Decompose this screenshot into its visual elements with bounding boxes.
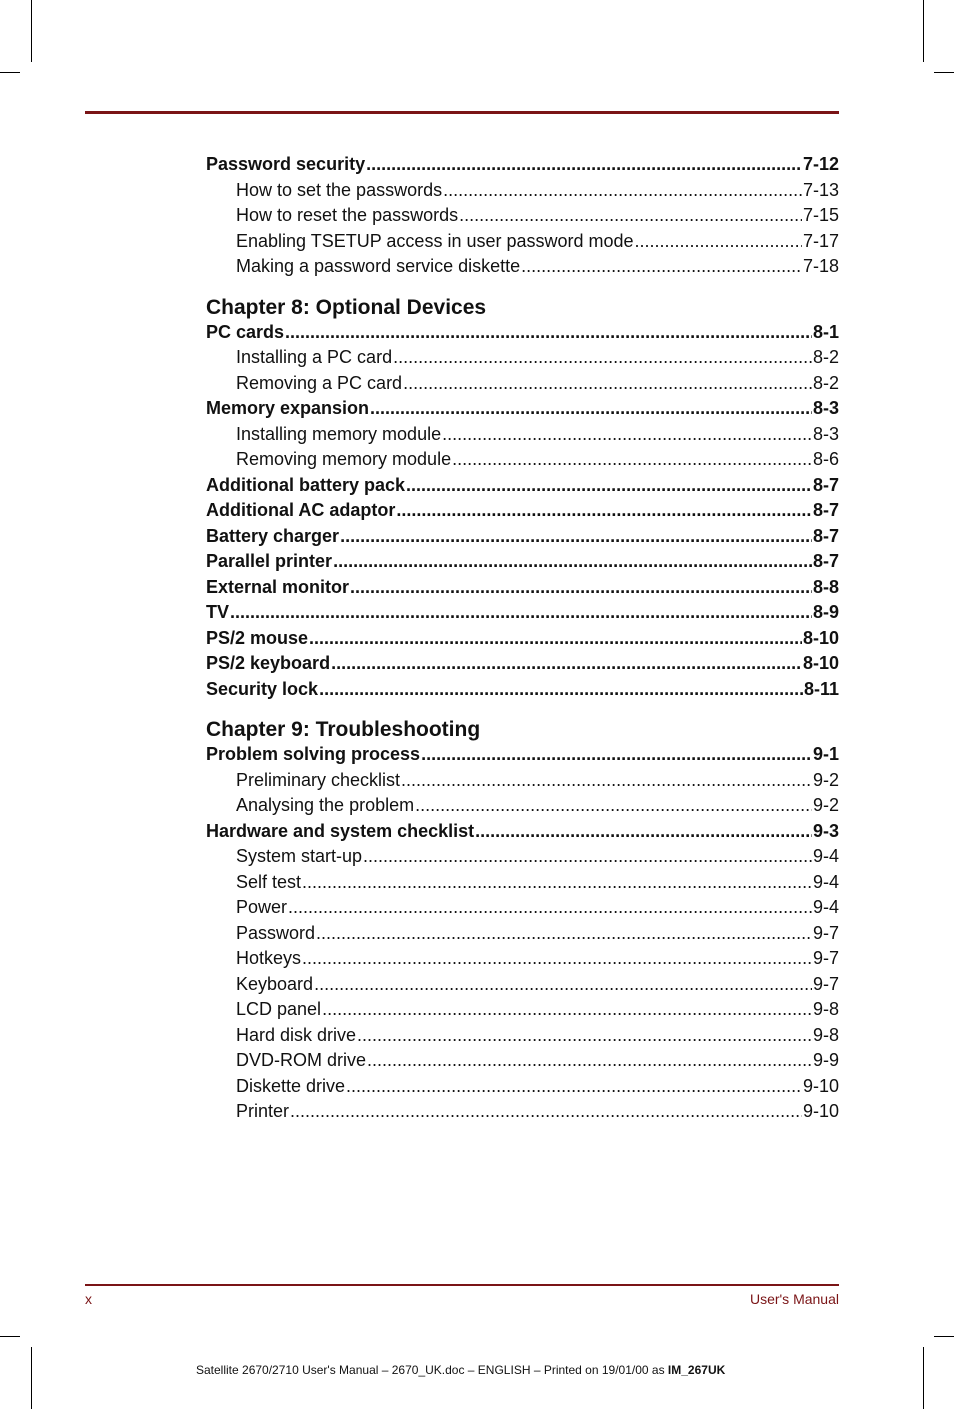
chapter-heading: Chapter 8: Optional Devices	[206, 295, 487, 319]
toc-entry-title: LCD panel	[236, 999, 322, 1019]
crop-mark	[0, 72, 20, 73]
toc-entry-page: 7-13	[802, 179, 839, 200]
toc-entry-page: 9-8	[812, 1024, 839, 1045]
toc-entry-page: 9-2	[812, 795, 839, 815]
dot-leader	[415, 793, 812, 819]
toc-entry-title: Keyboard	[236, 973, 314, 994]
toc-entry[interactable]	[206, 422, 839, 448]
dot-leader	[363, 844, 812, 870]
dot-leader	[316, 921, 812, 947]
toc-entry-title: Printer	[236, 1101, 290, 1121]
toc-entry-page: 8-3	[812, 398, 839, 418]
print-info-text: Satellite 2670/2710 User's Manual – 2670_UK.doc – ENGLISH – Printed on 19/01/00 as	[196, 1363, 668, 1377]
toc-entry[interactable]	[206, 203, 839, 229]
toc-entry-page: 8-6	[812, 449, 839, 469]
toc-entry-title: Battery charger	[206, 525, 340, 546]
toc-entry-title: Installing memory module	[236, 423, 442, 444]
toc-entry[interactable]	[206, 972, 839, 998]
toc-entry-page: 9-3	[812, 820, 839, 841]
crop-mark	[923, 1347, 924, 1409]
toc-entry-title: Security lock	[206, 678, 319, 699]
toc-entry-title: Diskette drive	[236, 1075, 346, 1096]
toc-entry[interactable]	[206, 819, 839, 845]
toc-entry-title: External monitor	[206, 576, 350, 597]
toc-entry[interactable]	[206, 447, 839, 473]
toc-entry-title: Power	[236, 897, 288, 917]
toc-entry[interactable]	[206, 1099, 839, 1125]
toc-entry-page: 8-3	[812, 423, 839, 444]
toc-entry-title: PS/2 keyboard	[206, 653, 331, 673]
toc-entry[interactable]	[206, 997, 839, 1023]
footer-manual-name: User's Manual	[749, 1291, 839, 1307]
dot-leader	[521, 254, 802, 280]
toc-entry-page: 9-4	[812, 846, 839, 866]
dot-leader	[331, 651, 802, 677]
toc-entry[interactable]	[206, 345, 839, 371]
dot-leader	[403, 371, 812, 397]
dot-leader	[366, 152, 802, 178]
toc-entry[interactable]	[206, 921, 839, 947]
chapter-heading: Chapter 9: Troubleshooting	[206, 718, 481, 741]
toc-entry-page: 9-4	[812, 897, 839, 917]
dot-leader	[290, 1099, 802, 1125]
toc-entry[interactable]	[206, 946, 839, 972]
toc-entry[interactable]	[206, 793, 839, 819]
crop-mark	[934, 1336, 954, 1337]
toc-entry-page: 8-9	[812, 602, 839, 622]
toc-entry-title: TV	[206, 602, 230, 622]
toc-entry-page: 8-7	[812, 551, 839, 571]
crop-mark	[31, 0, 32, 62]
crop-mark	[934, 72, 954, 73]
dot-leader	[288, 895, 812, 921]
dot-leader	[322, 997, 812, 1023]
crop-mark	[923, 0, 924, 62]
toc-entry[interactable]	[206, 844, 839, 870]
toc-entry-page: 9-10	[802, 1075, 839, 1096]
toc-entry-title: Making a password service diskette	[236, 256, 521, 276]
toc-entry-title: Analysing the problem	[236, 795, 415, 815]
dot-leader	[406, 473, 812, 499]
toc-entry[interactable]	[206, 320, 839, 346]
toc-entry-title: PS/2 mouse	[206, 627, 309, 648]
toc-entry[interactable]	[206, 152, 839, 178]
toc-entry-page: 7-15	[802, 205, 839, 225]
crop-mark	[31, 1347, 32, 1409]
dot-leader	[302, 946, 812, 972]
toc-entry[interactable]	[206, 473, 839, 499]
dot-leader	[475, 819, 812, 845]
toc-entry[interactable]	[206, 1023, 839, 1049]
toc-entry-title: Preliminary checklist	[236, 769, 401, 790]
toc-entry[interactable]	[206, 768, 839, 794]
toc-entry[interactable]	[206, 600, 839, 626]
dot-leader	[285, 320, 812, 346]
dot-leader	[314, 972, 812, 998]
toc-entry[interactable]	[206, 396, 839, 422]
toc-entry-page: 8-11	[803, 678, 839, 699]
toc-entry-page: 9-10	[802, 1101, 839, 1121]
toc-entry-page: 8-10	[802, 627, 839, 648]
toc-entry-page: 8-7	[812, 474, 839, 495]
dot-leader	[443, 178, 802, 204]
toc-entry-page: 9-9	[812, 1050, 839, 1070]
toc-entry-title: Additional battery pack	[206, 474, 406, 495]
toc-entry[interactable]	[206, 895, 839, 921]
toc-entry-page: 8-2	[812, 372, 839, 393]
footer-rule	[85, 1284, 839, 1286]
toc-entry[interactable]	[206, 524, 839, 550]
dot-leader	[340, 524, 812, 550]
toc-entry-page: 7-17	[802, 230, 839, 251]
toc-entry[interactable]	[206, 870, 839, 896]
header-rule	[85, 111, 839, 114]
toc-entry-page: 8-7	[812, 500, 839, 520]
toc-entry[interactable]	[206, 1048, 839, 1074]
toc-entry[interactable]	[206, 1074, 839, 1100]
toc-entry[interactable]	[206, 178, 839, 204]
toc-entry-page: 7-12	[802, 154, 839, 174]
print-info-code: IM_267UK	[667, 1363, 726, 1377]
toc-entry[interactable]	[206, 498, 839, 524]
toc-entry[interactable]	[206, 677, 839, 703]
toc-entry-title: Installing a PC card	[236, 347, 393, 367]
dot-leader	[393, 345, 812, 371]
crop-mark	[0, 1336, 20, 1337]
footer-page-number: x	[85, 1291, 92, 1307]
dot-leader	[370, 396, 812, 422]
toc-entry-title: How to reset the passwords	[236, 205, 459, 225]
toc-entry-page: 9-2	[812, 769, 839, 790]
toc-entry-title: How to set the passwords	[236, 179, 443, 200]
toc-entry-title: Parallel printer	[206, 551, 333, 571]
toc-entry-title: Hard disk drive	[236, 1024, 357, 1045]
toc-entry-title: Enabling TSETUP access in user password mode	[236, 230, 634, 251]
toc-entry-title: Password security	[206, 154, 366, 174]
dot-leader	[230, 600, 812, 626]
toc-entry-title: Additional AC adaptor	[206, 500, 396, 520]
dot-leader	[401, 768, 812, 794]
toc-entry-page: 7-18	[802, 256, 839, 276]
dot-leader	[442, 422, 812, 448]
toc-entry-title: Password	[236, 922, 316, 943]
dot-leader	[333, 549, 812, 575]
toc-entry-title: Hardware and system checklist	[206, 820, 475, 841]
toc-entry[interactable]	[206, 549, 839, 575]
dot-leader	[302, 870, 812, 896]
dot-leader	[357, 1023, 812, 1049]
toc-entry-title: System start-up	[236, 846, 363, 866]
toc-entry-title: Removing a PC card	[236, 372, 403, 393]
toc-entry-title: PC cards	[206, 321, 285, 342]
toc-entry[interactable]	[206, 371, 839, 397]
dot-leader	[367, 1048, 812, 1074]
dot-leader	[350, 575, 812, 601]
toc-entry-title: Removing memory module	[236, 449, 452, 469]
toc-entry-title: Hotkeys	[236, 948, 302, 968]
dot-leader	[319, 677, 803, 703]
toc-entry[interactable]	[206, 651, 839, 677]
toc-entry-page: 9-7	[812, 948, 839, 968]
dot-leader	[421, 742, 812, 768]
toc-entry-page: 8-10	[802, 653, 839, 673]
toc-entry-page: 8-7	[812, 525, 839, 546]
toc-entry[interactable]	[206, 742, 839, 768]
toc-entry[interactable]	[206, 626, 839, 652]
dot-leader	[396, 498, 812, 524]
toc-entry-page: 8-8	[812, 576, 839, 597]
table-of-contents	[206, 152, 839, 1125]
dot-leader	[309, 626, 802, 652]
dot-leader	[459, 203, 802, 229]
toc-entry-title: Self test	[236, 871, 302, 892]
toc-entry[interactable]	[206, 229, 839, 255]
dot-leader	[452, 447, 812, 473]
toc-entry[interactable]	[206, 575, 839, 601]
toc-entry-title: Memory expansion	[206, 398, 370, 418]
toc-entry[interactable]	[206, 254, 839, 280]
toc-entry-page: 9-8	[812, 999, 839, 1019]
toc-entry-page: 9-4	[812, 871, 839, 892]
toc-entry-page: 9-1	[812, 744, 839, 764]
toc-entry-page: 8-2	[812, 347, 839, 367]
toc-entry-title: DVD-ROM drive	[236, 1050, 367, 1070]
toc-entry-title: Problem solving process	[206, 744, 421, 764]
print-info-line	[196, 1363, 725, 1377]
toc-entry-page: 9-7	[812, 973, 839, 994]
toc-entry-page: 8-1	[812, 321, 839, 342]
toc-entry-page: 9-7	[812, 922, 839, 943]
dot-leader	[635, 229, 802, 255]
dot-leader	[346, 1074, 802, 1100]
